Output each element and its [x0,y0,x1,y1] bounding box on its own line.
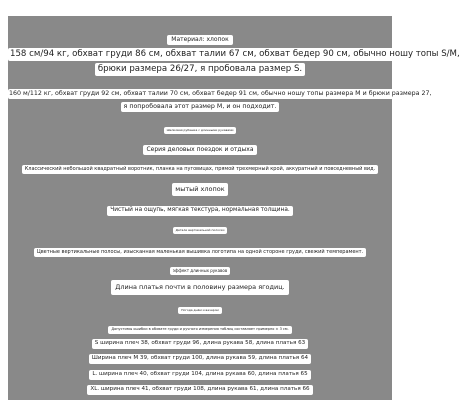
series-title: Серия деловых поездок и отдыха [143,145,256,155]
size-row-s: S ширина плеч 38, обхват груди 96, длина рукава 58, длина платья 63 [92,339,308,349]
fabric-description: Чистый на ощупь, мягкая текстура, нормальная толщина. [107,206,292,216]
stripe-detail-caption: Детали вертикальной полоски [173,227,228,234]
model-1-size-note: брюки размера 26/27, я пробовала размер S. [95,63,305,76]
size-row-m: Ширина плеч M 39, обхват груди 100, длина рукава 59, длина платья 64 [89,354,311,364]
size-row-xl: XL. ширина плеч 41, обхват груди 108, длина рукава 61, длина платья 66 [87,385,312,395]
length-description: Длина платья почти в половину размера ягодиц. [111,280,289,295]
day-night-caption: Погода днём и вечером [178,307,222,314]
measurement-error-note: Допустимы ошибки в обхвате груди и ручного измерения таблиц составляет примерно ± 3 см. [108,326,291,334]
fabric-title: мытый хлопок [172,183,227,196]
collar-description: Классический небольшой квадратный воротник, планка на пуговицах, прямой трехмерный крой, аккуратный и повседневный вид. [22,165,378,174]
description-panel [8,16,460,400]
stripe-description: Цветные вертикальные полосы, изысканная маленькая вышивка логотипа на одной стороне груди, свежий темперамент. [34,248,366,257]
sleeve-effect-caption: эффект длинных рукавов [170,267,230,275]
material-label: Материал: хлопок [167,35,232,45]
model-2-measurements: 160 м/112 кг, обхват груди 92 см, обхват талии 70 см, обхват бедер 91 см, обычно ношу топы размера M и брюки размера 27, [8,89,433,99]
model-2-size-note: я попробовала этот размер M, и он подходит. [121,102,280,112]
model-1-measurements: 158 см/94 кг, обхват груди 86 см, обхват талии 67 см, обхват бедер 90 см, обычно ношу топы S/M, [10,49,460,59]
product-name-caption: Шелковая рубашка с длинными рукавами [164,127,237,134]
size-row-l: L. ширина плеч 40, обхват груди 104, длина рукава 60, длина платья 65 [89,370,310,380]
